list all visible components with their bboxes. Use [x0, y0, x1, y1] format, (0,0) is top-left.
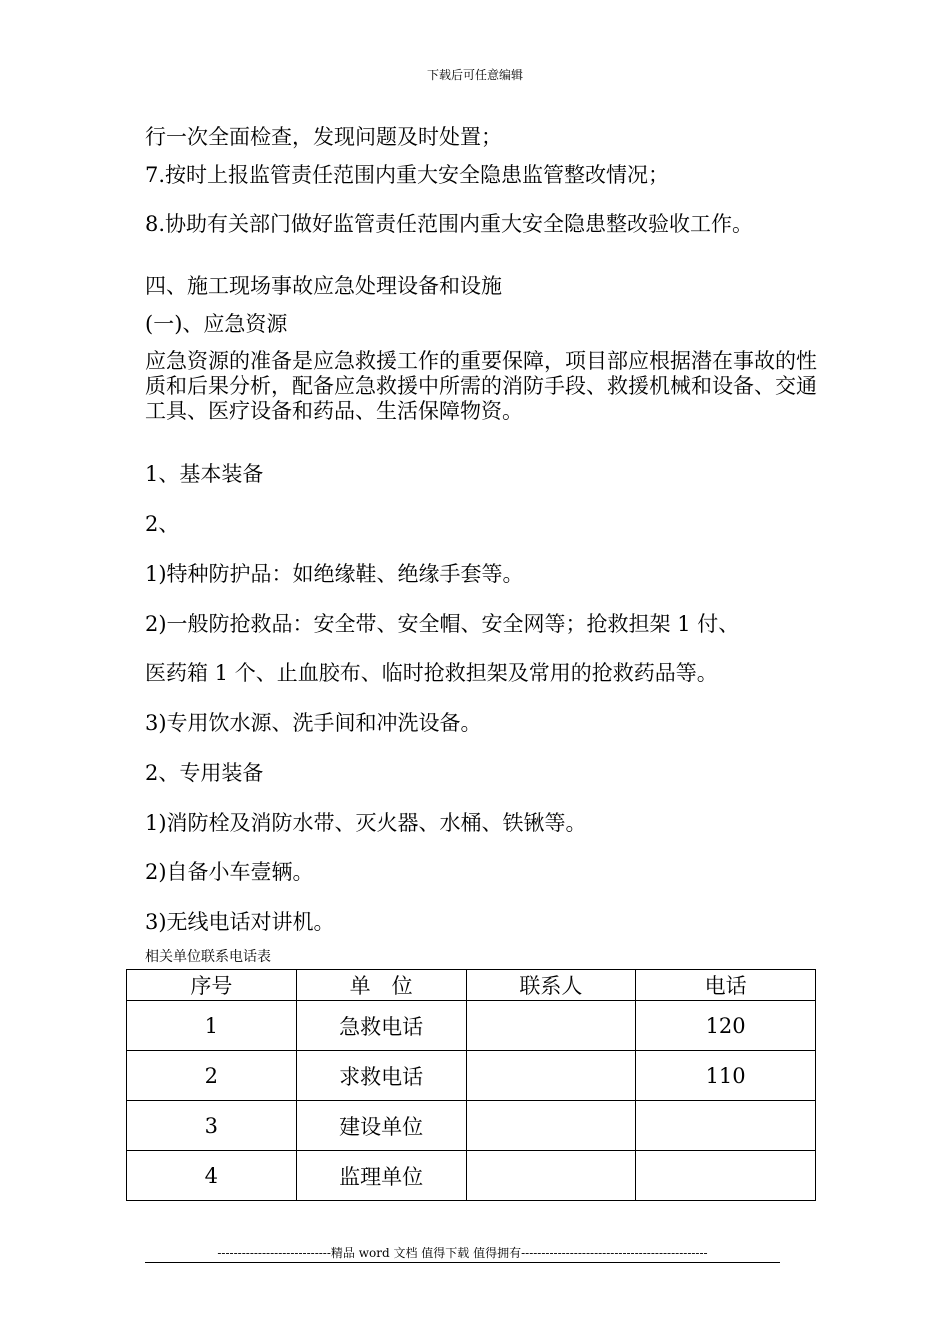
item-water-source: 3)专用饮水源、洗手间和冲洗设备。	[145, 711, 482, 735]
cell-index: 3	[127, 1101, 297, 1151]
header-phone: 电话	[636, 970, 816, 1001]
item-2: 2、	[145, 512, 180, 536]
item-general-rescue: 2)一般防抢救品：安全带、安全帽、安全网等；抢救担架 1 付、	[145, 612, 740, 636]
table-row	[127, 1051, 816, 1101]
cell-unit: 监理单位	[296, 1151, 466, 1201]
cell-contact	[466, 1151, 636, 1201]
paragraph-3: 8.协助有关部门做好监管责任范围内重大安全隐患整改验收工作。	[145, 212, 754, 236]
cell-phone: 120	[636, 1001, 816, 1051]
table-row	[127, 1001, 816, 1051]
cell-phone	[636, 1101, 816, 1151]
item-special-equipment: 2、专用装备	[145, 761, 264, 785]
paragraph-2: 7.按时上报监管责任范围内重大安全隐患监管整改情况；	[145, 163, 670, 187]
cell-phone: 110	[636, 1051, 816, 1101]
table-row	[127, 1101, 816, 1151]
item-medical-kit: 医药箱 1 个、止血胶布、临时抢救担架及常用的抢救药品等。	[145, 661, 718, 685]
cell-index: 1	[127, 1001, 297, 1051]
subsection-heading: (一)、应急资源	[145, 312, 288, 336]
page-footer: ----------------------------精品 word 文档 值得下载 值得拥有----------------------------------------------	[217, 1246, 708, 1260]
cell-contact	[466, 1051, 636, 1101]
cell-phone	[636, 1151, 816, 1201]
item-vehicle: 2)自备小车壹辆。	[145, 860, 314, 884]
paragraph-1: 行一次全面检查，发现问题及时处置；	[145, 125, 502, 149]
header-unit: 单 位	[296, 970, 466, 1001]
cell-contact	[466, 1001, 636, 1051]
cell-unit: 建设单位	[296, 1101, 466, 1151]
item-radio: 3)无线电话对讲机。	[145, 910, 335, 934]
header-index: 序号	[127, 970, 297, 1001]
cell-unit: 急救电话	[296, 1001, 466, 1051]
header-contact: 联系人	[466, 970, 636, 1001]
contact-table	[126, 969, 816, 1201]
item-basic-equipment: 1、基本装备	[145, 462, 264, 486]
item-fire-hydrant: 1)消防栓及消防水带、灭火器、水桶、铁锹等。	[145, 811, 587, 835]
table-row	[127, 1151, 816, 1201]
paragraph-resources: 应急资源的准备是应急救援工作的重要保障，项目部应根据潜在事故的性质和后果分析，配备应急救援中所需的消防手段、救援机械和设备、交通工具、医疗设备和药品、生活保障物资。	[145, 349, 817, 423]
page-header: 下载后可任意编辑	[426, 68, 523, 82]
item-special-protection: 1)特种防护品：如绝缘鞋、绝缘手套等。	[145, 562, 524, 586]
cell-index: 4	[127, 1151, 297, 1201]
table-header-row	[127, 970, 816, 1001]
footer-divider	[145, 1262, 780, 1263]
table-caption: 相关单位联系电话表	[145, 949, 271, 965]
cell-unit: 求救电话	[296, 1051, 466, 1101]
section-heading: 四、施工现场事故应急处理设备和设施	[145, 274, 502, 298]
cell-contact	[466, 1101, 636, 1151]
cell-index: 2	[127, 1051, 297, 1101]
